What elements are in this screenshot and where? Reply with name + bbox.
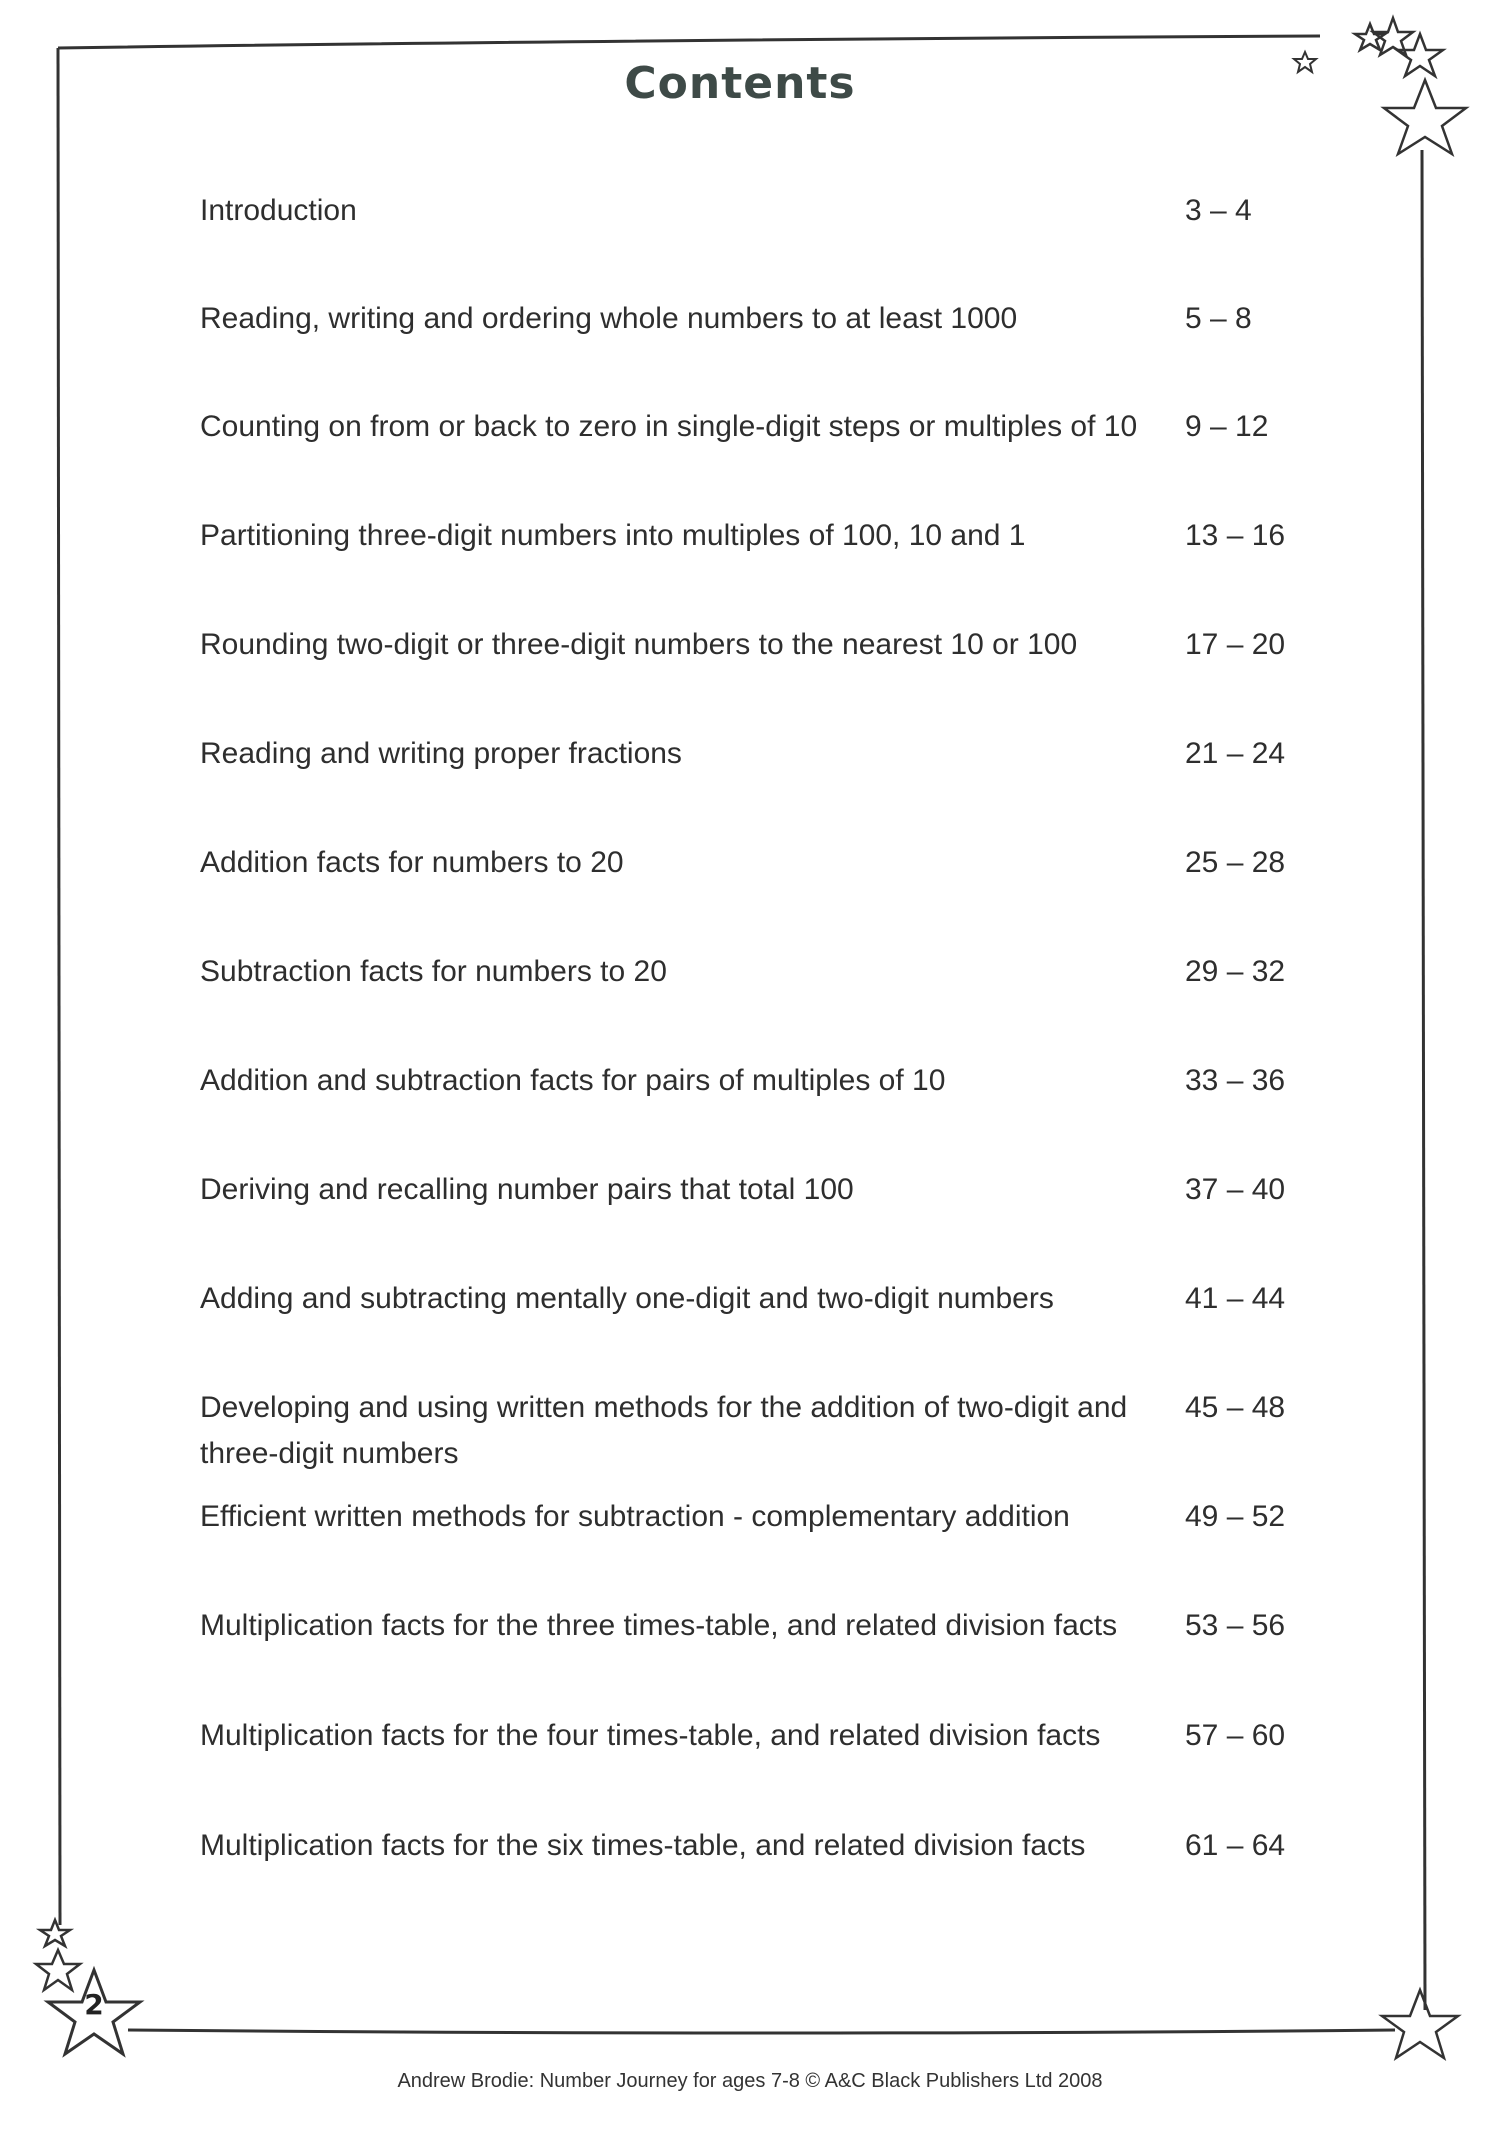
toc-entry-title: Efficient written methods for subtraction - complementary addition [200, 1500, 1070, 1533]
toc-entry-pages: 53 – 56 [1185, 1609, 1286, 1642]
toc-entry-pages: 17 – 20 [1185, 628, 1286, 661]
toc-entry-pages: 29 – 32 [1185, 955, 1286, 988]
star-decoration-icon [1382, 1990, 1458, 2058]
copyright-footer: Andrew Brodie: Number Journey for ages 7-8 © A&C Black Publishers Ltd 2008 [397, 2070, 1103, 2092]
toc-entry-title: Rounding two-digit or three-digit numbers to the nearest 10 or 100 [200, 628, 1078, 661]
star-decoration-icon [36, 1950, 80, 1990]
toc-entry-title: Addition and subtraction facts for pairs of multiples of 10 [200, 1064, 946, 1097]
toc-entry-pages: 25 – 28 [1185, 846, 1286, 879]
toc-entry-pages: 13 – 16 [1185, 519, 1286, 552]
toc-entry-title: Addition facts for numbers to 20 [200, 846, 624, 879]
toc-entry-pages: 37 – 40 [1185, 1173, 1286, 1206]
toc-entry-title: Reading, writing and ordering whole numbers to at least 1000 [200, 302, 1018, 335]
toc-entry-title: Deriving and recalling number pairs that total 100 [200, 1173, 854, 1206]
toc-entry-title: Multiplication facts for the four times-table, and related division facts [200, 1719, 1101, 1752]
star-decoration-icon [40, 1920, 70, 1946]
toc-entry-pages: 9 – 12 [1185, 410, 1269, 443]
toc-entry-title: Counting on from or back to zero in single-digit steps or multiples of 10 [200, 410, 1138, 443]
toc-entry-title: Reading and writing proper fractions [200, 737, 682, 770]
toc-entry-pages: 33 – 36 [1185, 1064, 1286, 1097]
toc-entry-pages: 45 – 48 [1185, 1391, 1286, 1424]
frame-top-line [58, 36, 1320, 48]
page-number: 2 [84, 1988, 104, 2021]
toc-entry-title: Multiplication facts for the three times-table, and related division facts [200, 1609, 1118, 1642]
toc-entry-pages: 5 – 8 [1185, 302, 1252, 335]
toc-entry-pages: 41 – 44 [1185, 1282, 1286, 1315]
frame-right-line [1422, 150, 1425, 2010]
toc-entry-title: Subtraction facts for numbers to 20 [200, 955, 667, 988]
toc-entry-title: Adding and subtracting mentally one-digit and two-digit numbers [200, 1282, 1054, 1315]
toc-entry-pages: 61 – 64 [1185, 1829, 1286, 1862]
page-title: Contents [624, 58, 856, 109]
toc-entry-title: Partitioning three-digit numbers into multiples of 100, 10 and 1 [200, 519, 1026, 552]
toc-entry-pages: 57 – 60 [1185, 1719, 1286, 1752]
toc-entry-pages: 49 – 52 [1185, 1500, 1286, 1533]
frame-left-line [58, 48, 60, 1925]
toc-entry-title: Developing and using written methods for the addition of two-digit and three-digit numbers [200, 1391, 1128, 1470]
toc-entry-title: Introduction [200, 194, 357, 227]
toc-entry-pages: 21 – 24 [1185, 737, 1286, 770]
frame-bottom-line [128, 2030, 1395, 2033]
toc-entry-pages: 3 – 4 [1185, 194, 1252, 227]
toc-entry-title: Multiplication facts for the six times-table, and related division facts [200, 1829, 1086, 1862]
